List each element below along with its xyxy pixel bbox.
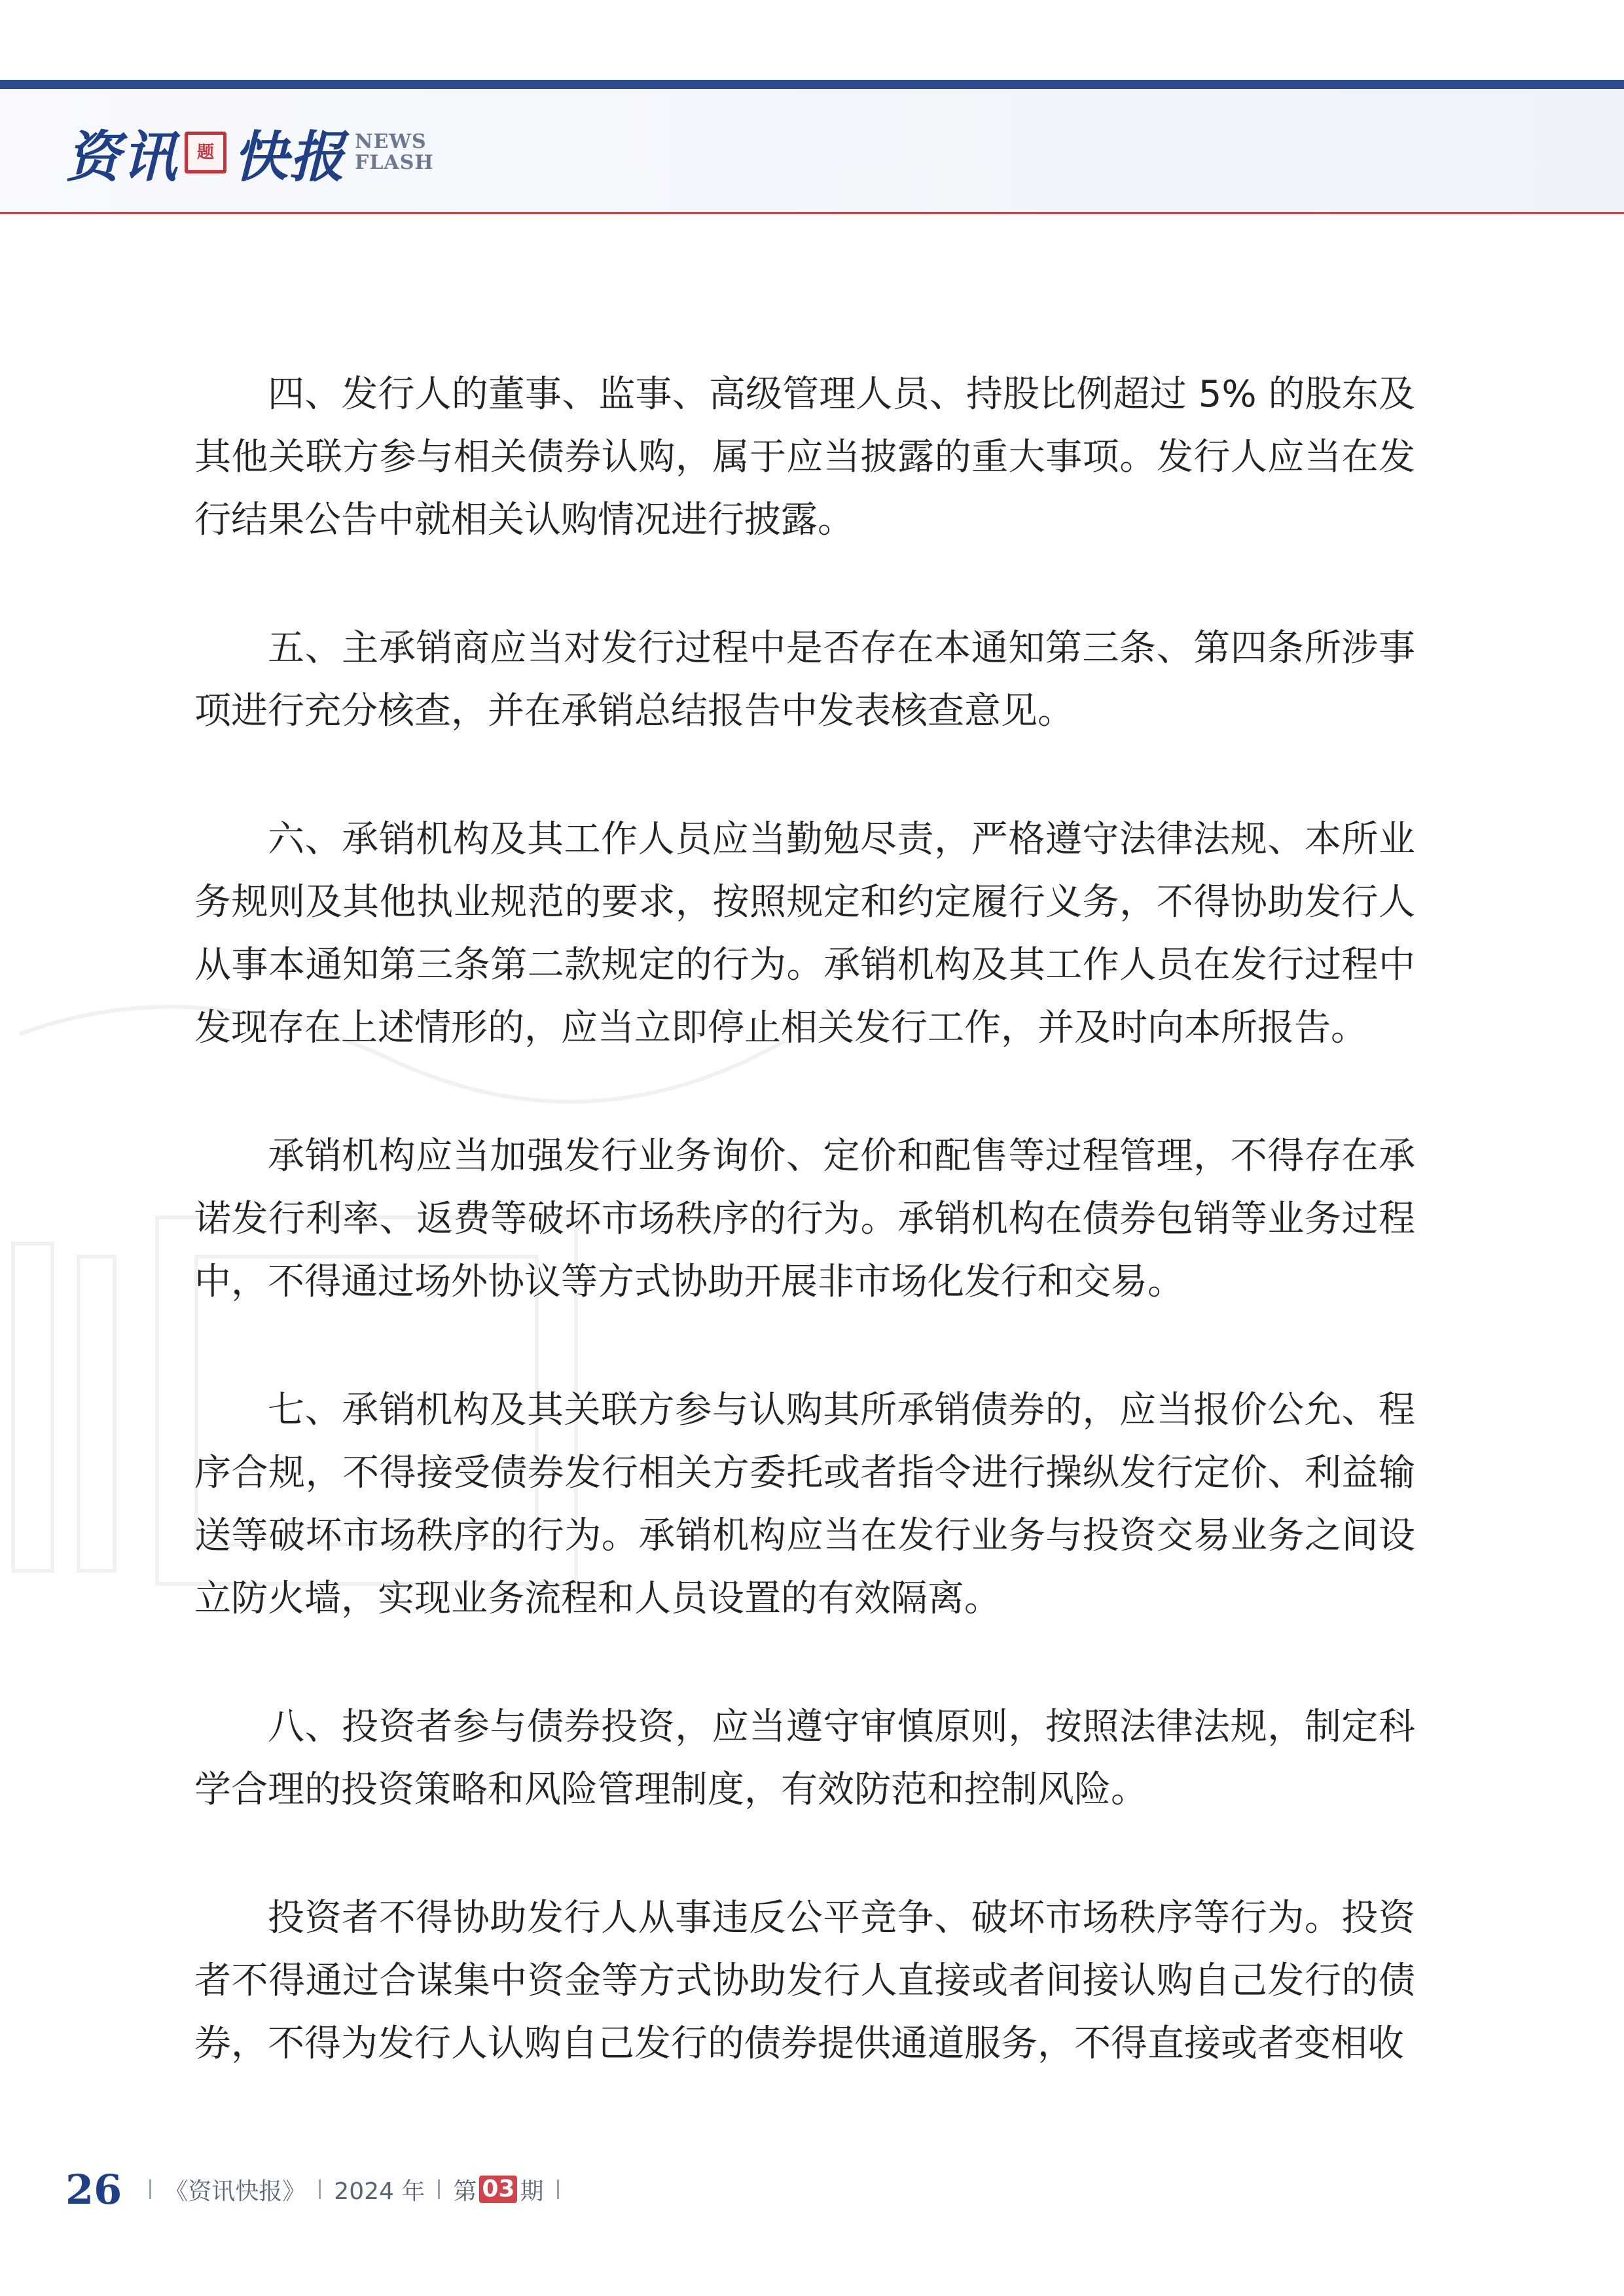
- footer-divider: [557, 2179, 559, 2199]
- logo-english-line2: FLASH: [355, 151, 434, 174]
- logo-text-left: 资讯: [65, 124, 179, 189]
- paragraph-6-continued: 承销机构应当加强发行业务询价、定价和配售等过程管理，不得存在承诺发行利率、返费等破坏市场秩序的行为。承销机构在债券包销等业务过程中，不得通过场外协议等方式协助开展非市场化发行和交易。: [194, 1135, 1415, 1303]
- logo-english-line1: NEWS: [355, 130, 427, 153]
- page-footer: [65, 2160, 572, 2219]
- header-top-rule: [0, 80, 1624, 89]
- paragraph-8: 八、投资者参与债券投资，应当遵守审慎原则，按照法律法规，制定科学合理的投资策略和风险管理制度，有效防范和控制风险。: [194, 1706, 1415, 1811]
- issue-year: 2024 年: [334, 2178, 425, 2205]
- paragraph-8-continued: 投资者不得协助发行人从事违反公平竞争、破坏市场秩序等行为。投资者不得通过合谋集中资金等方式协助发行人直接或者间接认购自己发行的债券，不得为发行人认购自己发行的债券提供通道服务，不得直接或者变相收: [194, 1897, 1415, 2065]
- paragraph-7: 七、承销机构及其关联方参与认购其所承销债券的，应当报价公允、程序合规，不得接受债券发行相关方委托或者指令进行操纵发行定价、利益输送等破坏市场秩序的行为。承销机构应当在发行业务与投资交易业务之间设立防火墙，实现业务流程和人员设置的有效隔离。: [194, 1389, 1415, 1620]
- article-body: [194, 363, 1415, 2141]
- paragraph-6: 六、承销机构及其工作人员应当勤勉尽责，严格遵守法律法规、本所业务规则及其他执业规范的要求，按照规定和约定履行义务，不得协助发行人从事本通知第三条第二款规定的行为。承销机构及其工作人员在发行过程中发现存在上述情形的，应当立即停止相关发行工作，并及时向本所报告。: [194, 818, 1415, 1049]
- seal-icon: 题: [185, 132, 226, 173]
- page-number: 26: [65, 2165, 122, 2214]
- paragraph-5: 五、主承销商应当对发行过程中是否存在本通知第三条、第四条所涉事项进行充分核查，并在承销总结报告中发表核查意见。: [194, 627, 1415, 732]
- footer-divider: [438, 2179, 440, 2199]
- masthead-logo: [65, 117, 434, 188]
- footer-divider: [149, 2179, 151, 2199]
- watermark-pillar-left: [13, 1244, 52, 1571]
- issue-prefix: 第: [453, 2178, 477, 2205]
- publication-name: 《资讯快报》: [164, 2178, 306, 2205]
- logo-text-right: 快报: [233, 124, 346, 189]
- issue-suffix: 期: [520, 2178, 544, 2205]
- footer-divider: [319, 2179, 321, 2199]
- paragraph-4: 四、发行人的董事、监事、高级管理人员、持股比例超过 5% 的股东及其他关联方参与相关债券认购，属于应当披露的重大事项。发行人应当在发行结果公告中就相关认购情况进行披露。: [194, 373, 1415, 541]
- issue-number: 03: [479, 2176, 517, 2203]
- logo-english: [355, 132, 434, 173]
- header-bottom-rule: [0, 212, 1624, 214]
- watermark-pillar-inner: [79, 1257, 115, 1571]
